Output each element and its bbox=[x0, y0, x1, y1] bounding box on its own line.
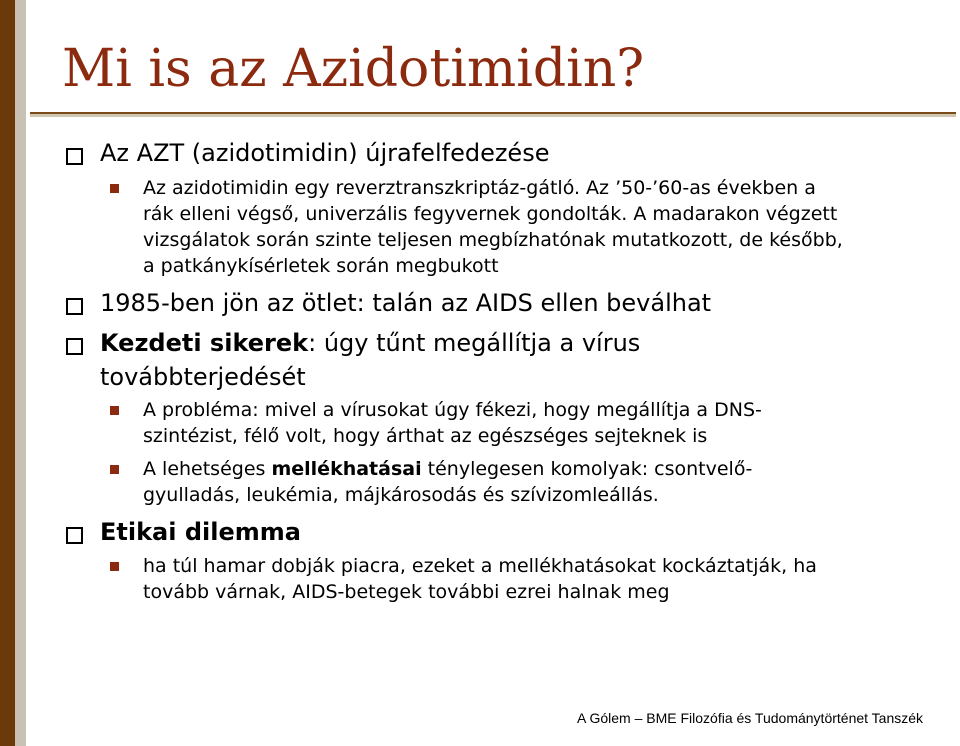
filled-square-bullet-icon bbox=[110, 465, 119, 474]
bullet-ethical-dilemma: Etikai dilemma bbox=[100, 515, 301, 549]
sidebar-light-stripe bbox=[15, 0, 26, 746]
filled-square-bullet-icon bbox=[110, 184, 119, 193]
filled-square-bullet-icon bbox=[110, 562, 119, 571]
filled-square-bullet-icon bbox=[110, 406, 119, 415]
hollow-square-bullet-icon bbox=[66, 527, 83, 544]
bullet-early-success: Kezdeti sikerek: úgy tűnt megállítja a vírus továbbterjedését bbox=[100, 326, 640, 394]
sub-bullet-side-effects: A lehetséges mellékhatásai ténylegesen komolyak: csontvelő- gyulladás, leukémia, májkárosodás és szívizomleállás. bbox=[143, 456, 943, 508]
sub-bullet-problem: A probléma: mivel a vírusokat úgy fékezi, hogy megállítja a DNS- szintézist, félő volt, hogy árthat az egészséges sejteknek is bbox=[143, 397, 943, 449]
sub-bullet-dilemma: ha túl hamar dobják piacra, ezeket a mellékhatásokat kockáztatják, ha tovább várnak, AIDS-betegek további ezrei halnak meg bbox=[143, 553, 943, 605]
title-rule-shadow bbox=[30, 114, 956, 117]
sub-bullet-azt-history: Az azidotimidin egy reverztranszkriptáz-gátló. Az ’50-’60-as években a rák elleni végső, univerzális fegyvernek gondolták. A madarakon végzett vizsgálatok során szinte teljesen megbízhatónak mutatkozott, de később, a patkánykísérletek során megbukott bbox=[143, 175, 943, 279]
hollow-square-bullet-icon bbox=[66, 298, 83, 315]
bullet-1985: 1985-ben jön az ötlet: talán az AIDS ellen beválhat bbox=[100, 286, 711, 320]
hollow-square-bullet-icon bbox=[66, 148, 83, 165]
footer-credit: A Gólem – BME Filozófia és Tudománytörténet Tanszék bbox=[577, 710, 924, 726]
slide-title: Mi is az Azidotimidin? bbox=[62, 39, 645, 99]
sidebar-dark-stripe bbox=[0, 0, 15, 746]
hollow-square-bullet-icon bbox=[66, 338, 83, 355]
bullet-azt: Az AZT (azidotimidin) újrafelfedezése bbox=[100, 136, 549, 170]
